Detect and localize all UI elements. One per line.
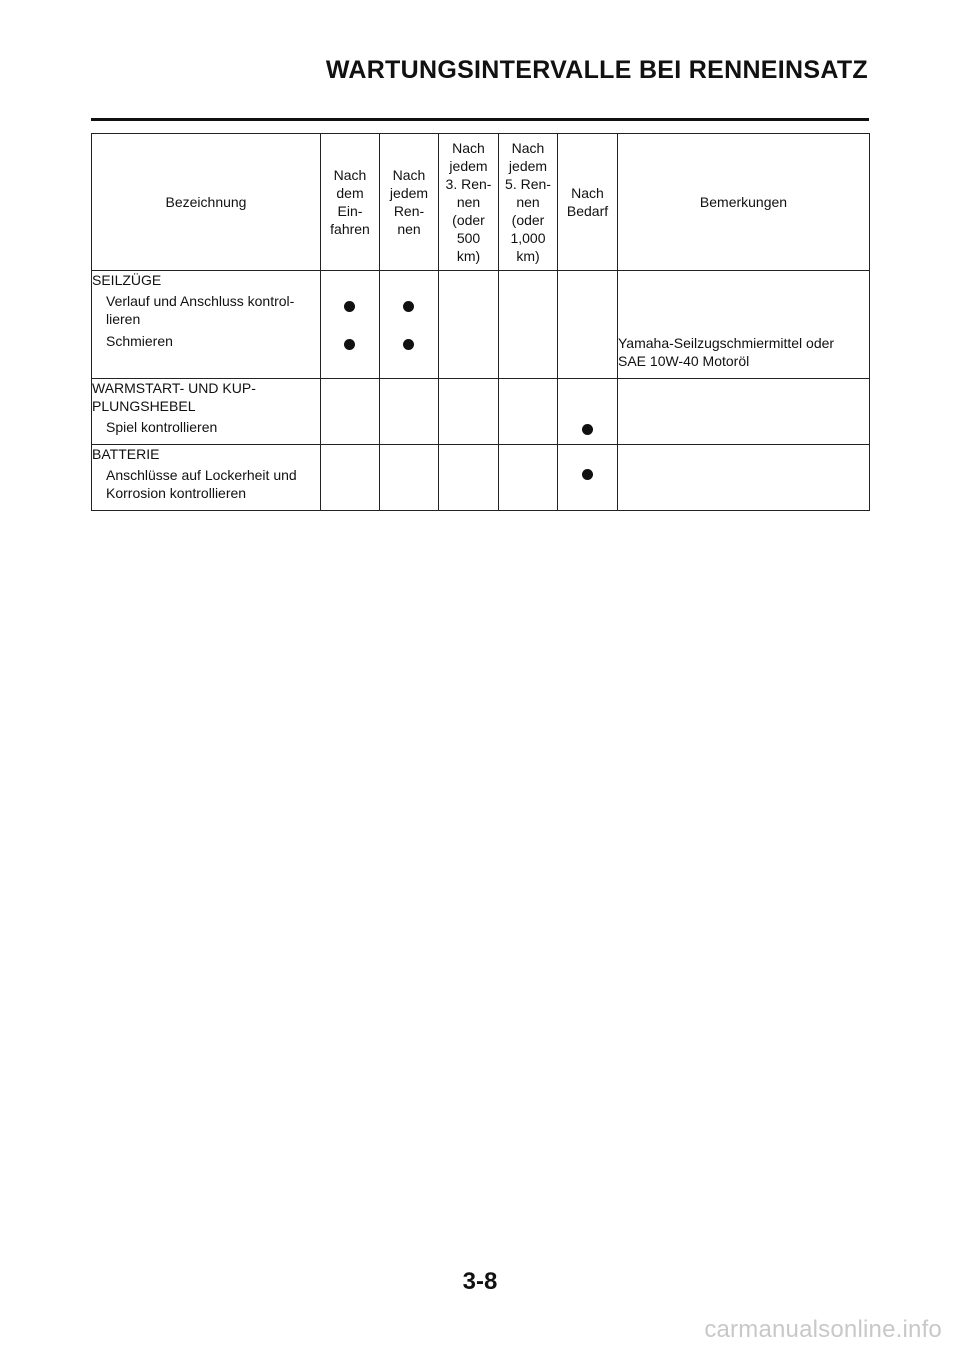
remark-cell <box>618 271 870 379</box>
section-title: SEILZÜGE <box>92 272 162 288</box>
interval-cell-as-required <box>558 445 618 511</box>
table-row-warmstart <box>92 379 870 445</box>
interval-cell-every-5-races <box>499 379 558 445</box>
check-mark-icon <box>344 339 355 350</box>
interval-cell-every-race <box>380 379 439 445</box>
item-label: Verlauf und Anschluss kontrol- lieren <box>106 293 295 327</box>
column-header-every-3-races: Nach jedem 3. Ren- nen (oder 500 km) <box>439 134 499 271</box>
interval-cell-as-required <box>558 379 618 445</box>
table-row-seilzuege <box>92 271 870 379</box>
check-mark-icon <box>403 339 414 350</box>
column-header-as-required: Nach Bedarf <box>558 134 618 271</box>
page-number: 3-8 <box>462 1268 498 1295</box>
item-label: Anschlüsse auf Lockerheit und Korrosion kontrollieren <box>106 467 297 501</box>
section-title: BATTERIE <box>92 446 160 462</box>
interval-cell-every-3-races <box>439 445 499 511</box>
table-header-row <box>92 134 870 271</box>
interval-cell-after-break-in <box>321 379 380 445</box>
interval-cell-every-race <box>380 271 439 379</box>
check-mark-icon <box>582 424 593 435</box>
check-mark-icon <box>403 301 414 312</box>
page-title: WARTUNGSINTERVALLE BEI RENNEINSATZ <box>325 56 868 84</box>
interval-cell-as-required <box>558 271 618 379</box>
interval-cell-every-3-races <box>439 271 499 379</box>
column-header-every-5-races: Nach jedem 5. Ren- nen (oder 1,000 km) <box>499 134 558 271</box>
remark-cell <box>618 379 870 445</box>
interval-cell-after-break-in <box>321 445 380 511</box>
interval-cell-every-5-races <box>499 271 558 379</box>
check-mark-icon <box>344 301 355 312</box>
remark-text: Yamaha-Seilzugschmiermittel oder SAE 10W-40 Motoröl <box>618 335 835 369</box>
item-label: Schmieren <box>106 333 173 349</box>
column-header-remarks: Bemerkungen <box>618 134 870 271</box>
interval-cell-every-5-races <box>499 445 558 511</box>
title-divider <box>91 118 869 121</box>
interval-cell-after-break-in <box>321 271 380 379</box>
remark-cell <box>618 445 870 511</box>
interval-cell-every-3-races <box>439 379 499 445</box>
table-row-batterie <box>92 445 870 511</box>
item-cell <box>92 379 321 445</box>
watermark: carmanualsonline.info <box>704 1316 942 1343</box>
section-title: WARMSTART- UND KUP- PLUNGSHEBEL <box>92 380 256 414</box>
column-header-after-break-in: Nach dem Ein- fahren <box>321 134 380 271</box>
column-header-bezeichnung: Bezeichnung <box>92 134 321 271</box>
maintenance-table <box>91 133 870 511</box>
item-label: Spiel kontrollieren <box>106 419 218 435</box>
column-header-every-race: Nach jedem Ren- nen <box>380 134 439 271</box>
check-mark-icon <box>582 469 593 480</box>
item-cell <box>92 445 321 511</box>
item-cell <box>92 271 321 379</box>
interval-cell-every-race <box>380 445 439 511</box>
